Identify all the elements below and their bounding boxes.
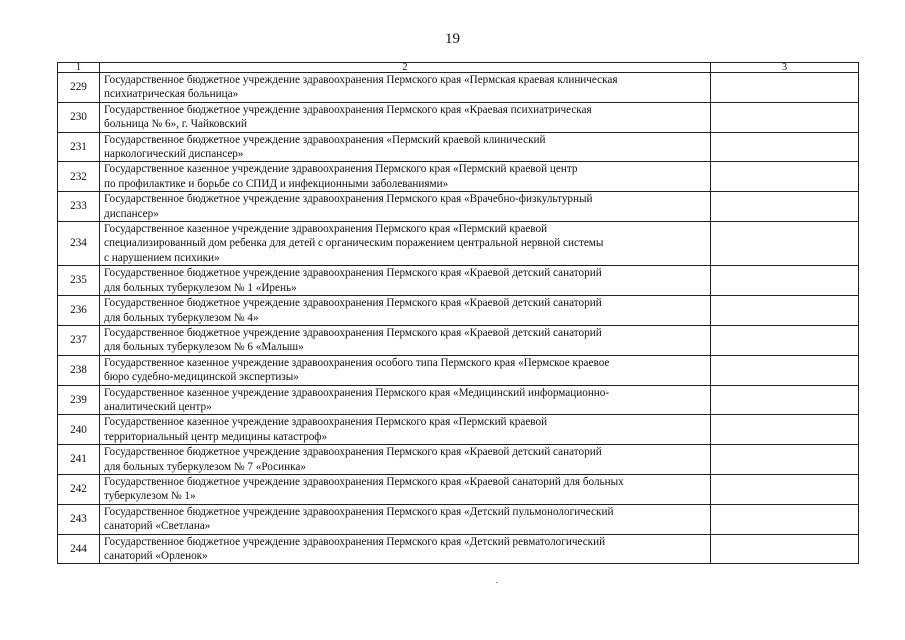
table-header-row [58,63,859,73]
institution-name-line: Государственное казенное учреждение здравоохранения Пермского края «Пермский краевой [104,416,548,429]
institution-name-line: Государственное бюджетное учреждение здравоохранения Пермского края «Пермская краевая клиническая [104,74,618,86]
institution-name-line: Государственное бюджетное учреждение здравоохранения «Пермский краевой клинический [104,133,546,146]
row-number: 236 [58,296,100,326]
empty-cell [711,132,859,162]
institution-name-line: наркологический диспансер» [104,148,244,161]
empty-cell [711,222,859,266]
table-row [58,73,859,103]
institution-name [100,296,711,326]
row-number: 238 [58,355,100,385]
institution-name-line: территориальный центр медицины катастроф» [104,430,328,443]
row-number: 234 [58,222,100,266]
row-number: 231 [58,132,100,162]
institution-name [100,266,711,296]
institution-name [100,73,711,103]
row-number: 233 [58,192,100,222]
table-row [58,102,859,132]
institution-name [100,474,711,504]
empty-cell [711,415,859,445]
table-row [58,355,859,385]
row-number: 243 [58,504,100,534]
institution-name [100,534,711,564]
institution-name-line: диспансер» [104,207,159,220]
institution-name [100,445,711,475]
empty-cell [711,534,859,564]
institution-name [100,355,711,385]
empty-cell [711,445,859,475]
empty-cell [711,102,859,132]
institution-name-line: Государственное казенное учреждение здравоохранения Пермского края «Медицинский информационно- [104,386,610,399]
table-row [58,222,859,266]
institution-name-line: больница № 6», г. Чайковский [104,118,247,131]
institution-name-line: санаторий «Орленок» [104,550,208,562]
institution-name [100,192,711,222]
column-header-1: 1 [58,63,100,73]
empty-cell [711,504,859,534]
empty-cell [711,296,859,326]
institution-name-line: для больных туберкулезом № 1 «Ирень» [104,281,297,294]
institution-name-line: с нарушением психики» [104,251,220,264]
table-row [58,534,859,564]
table-row [58,296,859,326]
table-row [58,162,859,192]
page-number: 19 [445,31,460,47]
table-row [58,415,859,445]
institution-name-line: туберкулезом № 1» [104,490,196,503]
column-header-2: 2 [100,63,711,73]
row-number: 240 [58,415,100,445]
institution-name-line: для больных туберкулезом № 6 «Малыш» [104,341,304,354]
row-number: 241 [58,445,100,475]
table-row [58,474,859,504]
table-body [58,63,859,564]
institution-name-line: Государственное бюджетное учреждение здравоохранения Пермского края «Краевой детский санаторий [104,326,602,339]
institution-name-line: Государственное бюджетное учреждение здравоохранения Пермского края «Детский ревматологический [104,535,606,548]
institution-name-line: аналитический центр» [104,400,212,413]
row-number: 235 [58,266,100,296]
institution-name-line: для больных туберкулезом № 7 «Росинка» [104,460,306,473]
empty-cell [711,385,859,415]
institution-name-line: Государственное бюджетное учреждение здравоохранения Пермского края «Врачебно-физкультурный [104,193,593,206]
institution-name-line: психиатрическая больница» [104,88,239,101]
scan-speck [496,582,498,583]
empty-cell [711,73,859,103]
row-number: 244 [58,534,100,564]
institution-name-line: Государственное бюджетное учреждение здравоохранения Пермского края «Краевой детский санаторий [104,446,602,459]
institution-name-line: Государственное казенное учреждение здравоохранения Пермского края «Пермский краевой [104,223,548,236]
row-number: 237 [58,325,100,355]
empty-cell [711,474,859,504]
institution-name [100,504,711,534]
institution-name [100,385,711,415]
table-row [58,385,859,415]
institution-name-line: Государственное бюджетное учреждение здравоохранения Пермского края «Краевой детский санаторий [104,297,602,310]
institution-name-line: специализированный дом ребенка для детей с органическим поражением центральной нервной системы [104,237,604,250]
table-row [58,192,859,222]
institution-name [100,222,711,266]
table-row [58,325,859,355]
row-number: 229 [58,73,100,103]
institution-name-line: бюро судебно-медицинской экспертизы» [104,371,299,384]
institution-name [100,102,711,132]
table-row [58,445,859,475]
row-number: 242 [58,474,100,504]
institution-name-line: Государственное казенное учреждение здравоохранения особого типа Пермского края «Пермское краевое [104,356,610,369]
column-header-3: 3 [711,63,859,73]
row-number: 239 [58,385,100,415]
row-number: 230 [58,102,100,132]
institution-name-line: Государственное бюджетное учреждение здравоохранения Пермского края «Краевой детский санаторий [104,267,602,280]
empty-cell [711,162,859,192]
institution-name-line: Государственное бюджетное учреждение здравоохранения Пермского края «Краевая психиатрическая [104,103,592,116]
institution-name-line: для больных туберкулезом № 4» [104,311,259,324]
institution-name-line: Государственное казенное учреждение здравоохранения Пермского края «Пермский краевой центр [104,163,578,176]
institution-name-line: по профилактике и борьбе со СПИД и инфекционными заболеваниями» [104,177,449,190]
institution-name [100,162,711,192]
institution-name [100,325,711,355]
empty-cell [711,266,859,296]
empty-cell [711,355,859,385]
empty-cell [711,325,859,355]
row-number: 232 [58,162,100,192]
institution-name [100,415,711,445]
institution-name-line: Государственное бюджетное учреждение здравоохранения Пермского края «Детский пульмонологический [104,505,614,518]
table-row [58,504,859,534]
institution-name-line: санаторий «Светлана» [104,520,211,533]
table-row [58,132,859,162]
institution-name [100,132,711,162]
institutions-table [57,62,859,564]
table-row [58,266,859,296]
empty-cell [711,192,859,222]
institution-name-line: Государственное бюджетное учреждение здравоохранения Пермского края «Краевой санаторий для больных [104,475,624,488]
